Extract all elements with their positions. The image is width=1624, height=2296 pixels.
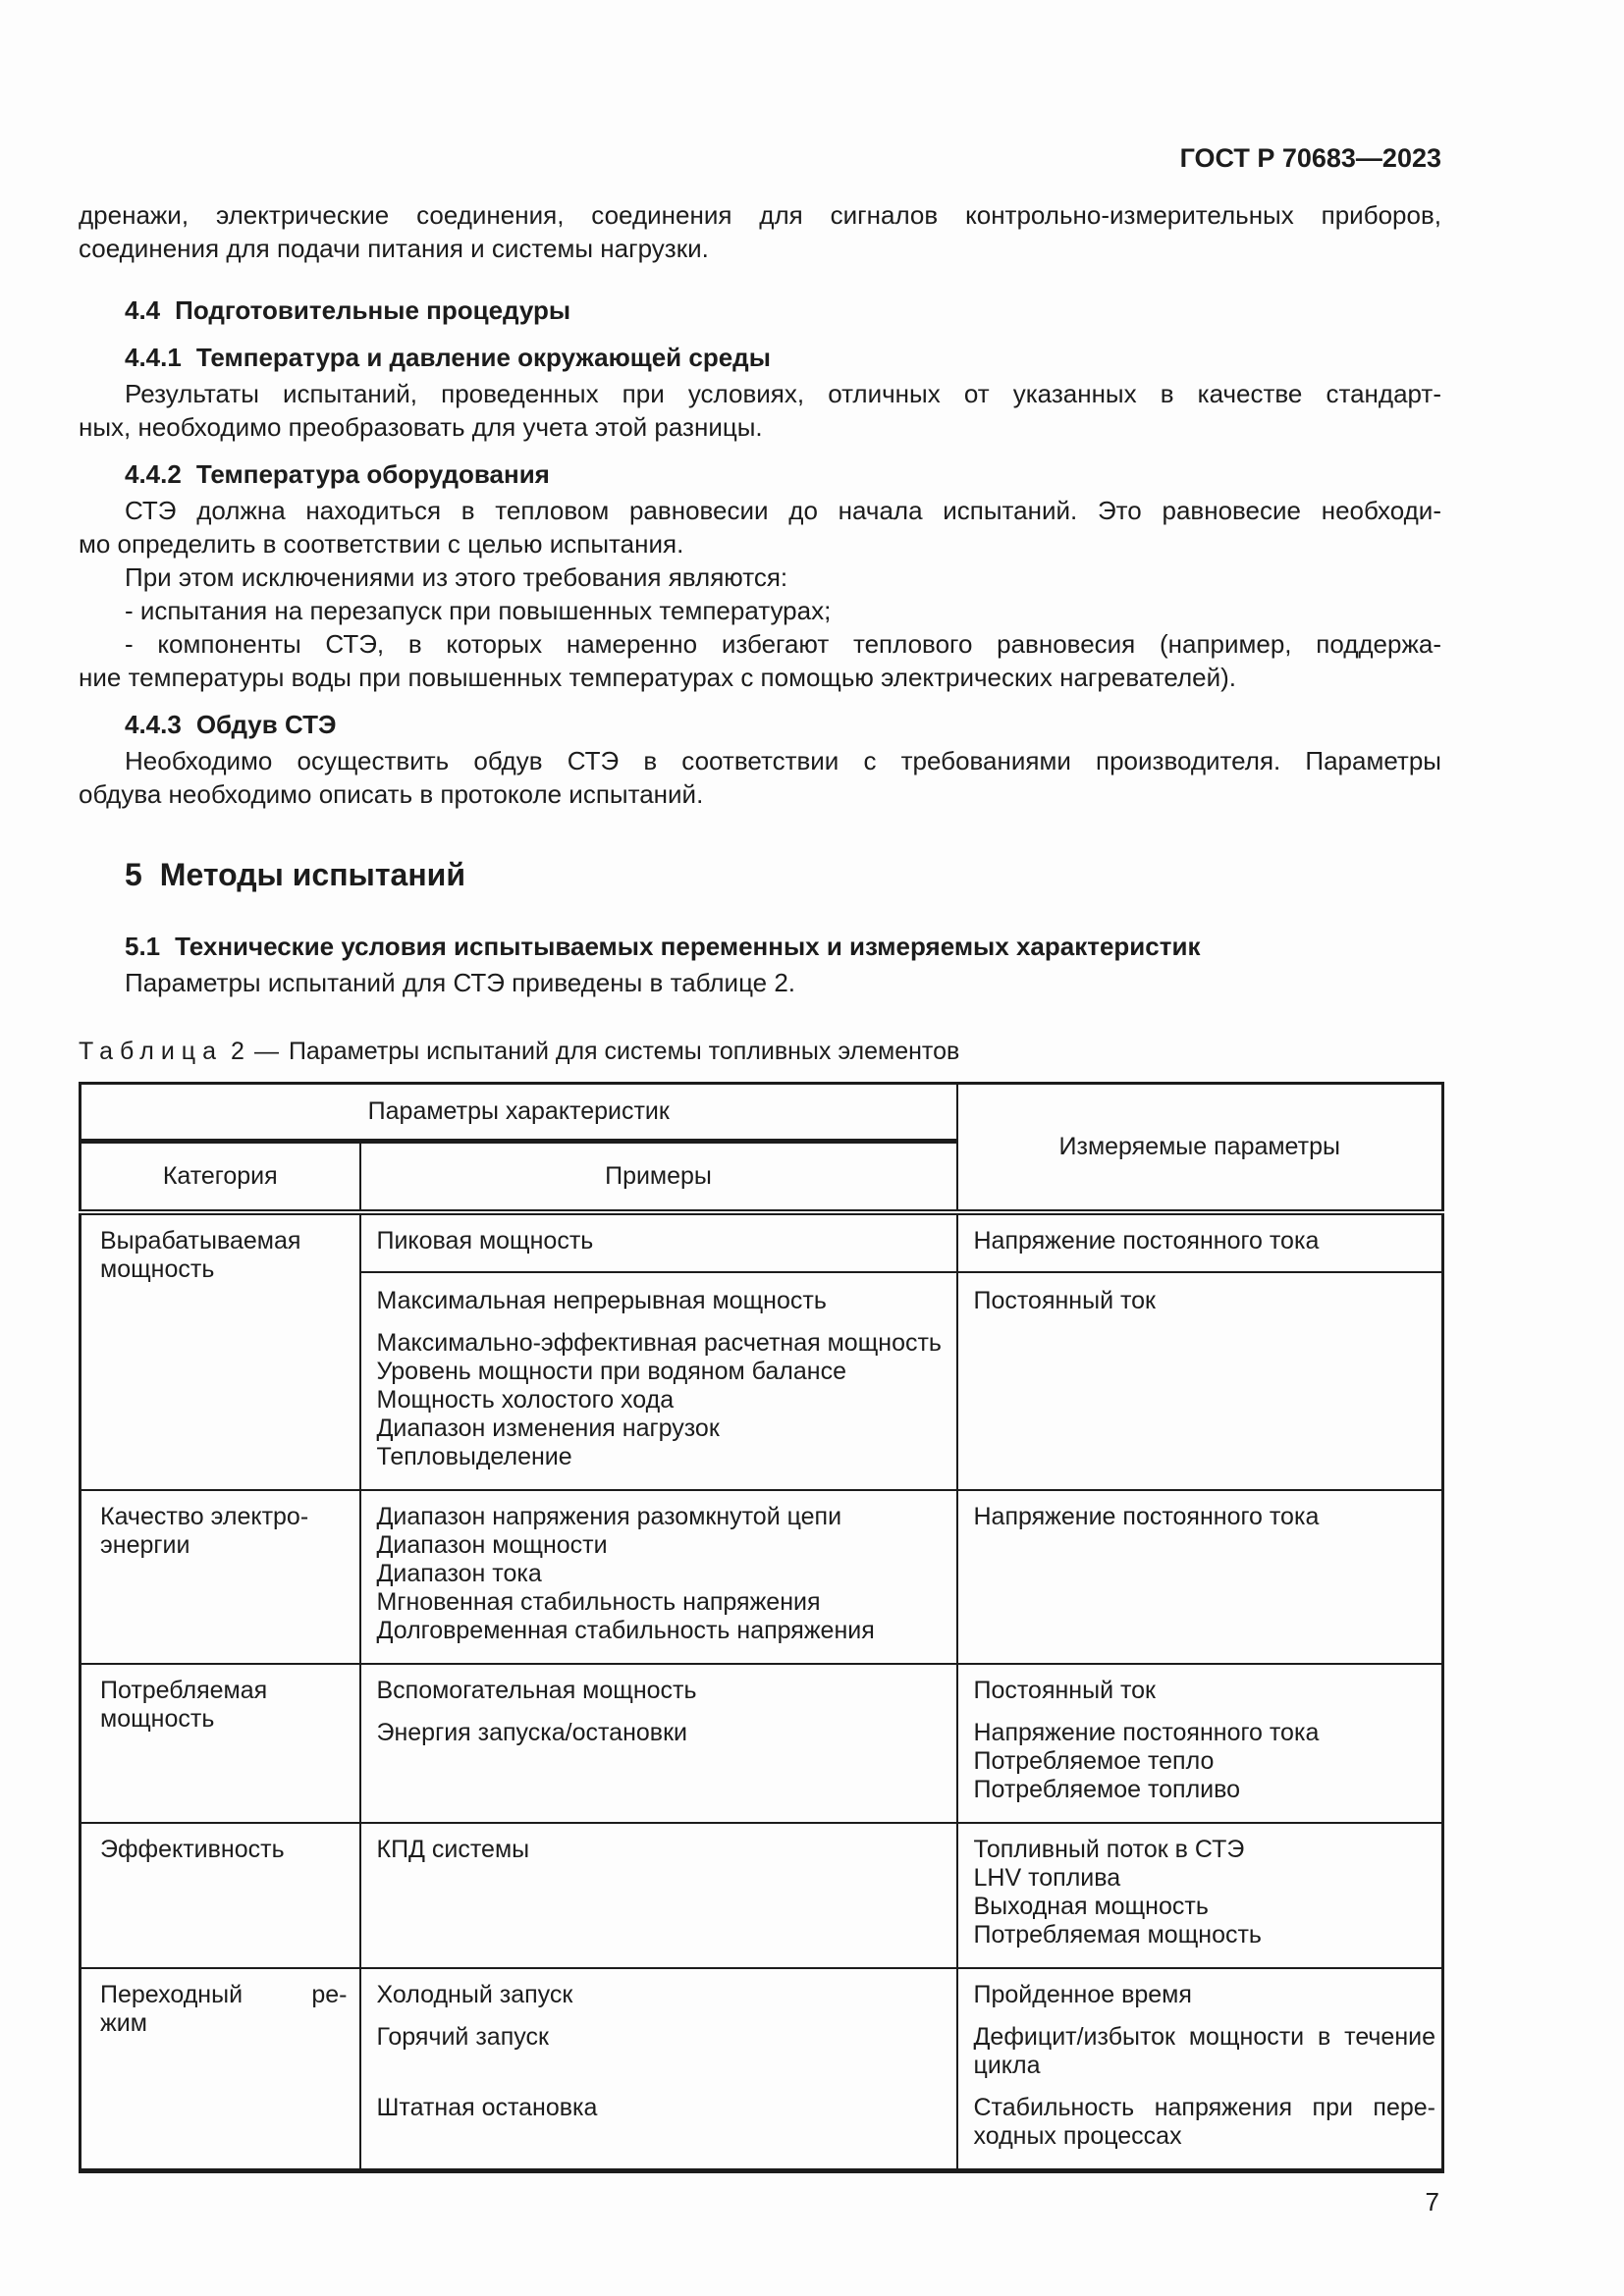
heading-number: 5 — [125, 857, 142, 892]
text-line: ходных процессах — [973, 2122, 1182, 2150]
measured-cell — [957, 1272, 1443, 1315]
text-line: Мощность холостого хода — [376, 1386, 675, 1414]
text-line: Диапазон изменения нагрузок — [376, 1415, 720, 1442]
heading-number: 4.4 — [125, 295, 161, 325]
text-line: Выходная мощность — [973, 1893, 1209, 1920]
text-line: Качество электро- — [100, 1503, 309, 1530]
text-line: Постоянный ток — [973, 1287, 1156, 1314]
text-line: мо определить в соответствии с целью испытания. — [79, 529, 684, 559]
heading-5 — [79, 856, 1441, 893]
paragraph — [79, 561, 1441, 594]
text-line: Диапазон тока — [376, 1560, 542, 1587]
heading-4-4-1 — [79, 342, 1441, 373]
text-line: Переходный ре- — [100, 1981, 348, 2008]
category-cell — [81, 1490, 360, 1664]
heading-text: Температура оборудования — [195, 459, 550, 489]
measured-cell — [957, 1212, 1443, 1272]
text-line: Необходимо осуществить обдув СТЭ в соответствии с требованиями производителя. Параметры — [125, 746, 1441, 775]
text-line: Напряжение постоянного тока — [973, 1227, 1320, 1255]
text-line: При этом исключениями из этого требования являются: — [125, 562, 788, 592]
text-line: Параметры испытаний для СТЭ приведены в таблице 2. — [125, 968, 796, 997]
heading-text: Методы испытаний — [159, 857, 465, 892]
text-line: цикла — [973, 2052, 1041, 2079]
text-line: Диапазон напряжения разомкнутой цепи — [376, 1503, 842, 1530]
measured-cell — [957, 1664, 1443, 1705]
examples-cell — [360, 2080, 957, 2171]
text-line: Штатная остановка — [376, 2094, 598, 2121]
text-line: Напряжение постоянного тока — [973, 1719, 1320, 1746]
header-examples: Примеры — [360, 1142, 957, 1213]
text-line: соединения для подачи питания и системы нагрузки. — [79, 234, 709, 263]
paragraph — [79, 198, 1441, 265]
text-line: Долговременная стабильность напряжения — [376, 1617, 875, 1644]
measured-cell — [957, 1705, 1443, 1823]
text-line: ных, необходимо преобразовать для учета этой разницы. — [79, 412, 763, 442]
table-caption-text: Параметры испытаний для системы топливных элементов — [288, 1038, 960, 1065]
text-line: Холодный запуск — [376, 1981, 573, 2008]
page-content — [79, 0, 1441, 2217]
measured-cell — [957, 2009, 1443, 2080]
measured-cell — [957, 1315, 1443, 1490]
paragraph — [79, 594, 1441, 627]
examples-cell — [360, 1664, 957, 1705]
text-line: Топливный поток в СТЭ — [973, 1836, 1245, 1863]
text-line: Потребляемое тепло — [973, 1747, 1215, 1775]
text-line: мощность — [100, 1255, 215, 1283]
heading-text: Технические условия испытываемых переменных и измеряемых характеристик — [175, 932, 1201, 961]
text-line: Вспомогательная мощность — [376, 1677, 697, 1704]
table-caption-dash: — — [253, 1038, 279, 1065]
text-line: Диапазон мощности — [376, 1531, 608, 1559]
text-line: Эффективность — [100, 1836, 285, 1863]
heading-text: Подготовительные процедуры — [175, 295, 571, 325]
paragraph — [79, 494, 1441, 561]
page-number: 7 — [1425, 2187, 1439, 2216]
paragraph — [79, 627, 1441, 694]
header-measured-parameters: Измеряемые параметры — [957, 1084, 1443, 1213]
text-line: ние температуры воды при повышенных температурах с помощью электрических нагревателей). — [79, 663, 1236, 692]
heading-5-1 — [79, 931, 1441, 962]
examples-cell — [360, 1968, 957, 2009]
paragraph — [79, 377, 1441, 444]
text-line: Потребляемая — [100, 1677, 268, 1704]
measured-cell — [957, 1823, 1443, 1968]
text-line: Потребляемое топливо — [973, 1776, 1241, 1803]
text-line: Пиковая мощность — [376, 1227, 594, 1255]
text-line: Результаты испытаний, проведенных при условиях, отличных от указанных в качестве стандарт- — [125, 379, 1441, 408]
measured-cell — [957, 1490, 1443, 1664]
text-line: обдува необходимо описать в протоколе испытаний. — [79, 779, 704, 809]
text-line: Потребляемая мощность — [973, 1921, 1262, 1949]
category-cell — [81, 1823, 360, 1968]
text-line: Тепловыделение — [376, 1443, 572, 1470]
category-cell — [81, 1664, 360, 1823]
doc-number-header: ГОСТ Р 70683—2023 — [1179, 143, 1441, 173]
text-line: Горячий запуск — [376, 2023, 549, 2051]
text-line: Максимальная непрерывная мощность — [376, 1287, 827, 1314]
examples-cell — [360, 2009, 957, 2080]
text-line: КПД системы — [376, 1836, 530, 1863]
heading-text: Температура и давление окружающей среды — [195, 343, 771, 372]
text-line: энергии — [100, 1531, 190, 1559]
text-line: Постоянный ток — [973, 1677, 1156, 1704]
text-line: Стабильность напряжения при пере- — [973, 2094, 1435, 2121]
text-line: Уровень мощности при водяном балансе — [376, 1358, 847, 1385]
table-caption-label: Таблица — [79, 1038, 224, 1065]
examples-cell — [360, 1315, 957, 1490]
text-line: Дефицит/избыток мощности в течение — [973, 2023, 1435, 2051]
category-cell — [81, 1968, 360, 2171]
header-group-characteristics: Параметры характеристик — [81, 1084, 957, 1142]
parameters-table — [79, 1082, 1444, 2173]
heading-4-4-3 — [79, 709, 1441, 740]
examples-cell — [360, 1705, 957, 1823]
heading-text: Обдув СТЭ — [195, 710, 337, 739]
text-line: - компоненты СТЭ, в которых намеренно избегают теплового равновесия (например, поддержа- — [125, 629, 1441, 659]
paragraph — [79, 744, 1441, 811]
header-category: Категория — [81, 1142, 360, 1213]
text-line: Энергия запуска/остановки — [376, 1719, 687, 1746]
heading-number: 4.4.1 — [125, 343, 182, 372]
text-line: Максимально-эффективная расчетная мощность — [376, 1329, 942, 1357]
heading-4-4-2 — [79, 458, 1441, 490]
text-line: жим — [100, 2009, 147, 2037]
text-line: Пройденное время — [973, 1981, 1192, 2008]
category-cell — [81, 1212, 360, 1490]
body-text — [79, 198, 1441, 999]
paragraph — [79, 966, 1441, 999]
heading-number: 4.4.3 — [125, 710, 182, 739]
examples-cell — [360, 1490, 957, 1664]
text-line: мощность — [100, 1705, 215, 1733]
examples-cell — [360, 1272, 957, 1315]
table-caption-number: 2 — [231, 1038, 244, 1065]
text-line: Вырабатываемая — [100, 1227, 301, 1255]
heading-4-4 — [79, 294, 1441, 326]
measured-cell — [957, 2080, 1443, 2171]
text-line: дренажи, электрические соединения, соединения для сигналов контрольно-измерительных приборов, — [79, 200, 1441, 230]
text-line: LHV топлива — [973, 1864, 1121, 1892]
text-line: СТЭ должна находиться в тепловом равновесии до начала испытаний. Это равновесие необходи- — [125, 496, 1441, 525]
heading-number: 5.1 — [125, 932, 161, 961]
text-line: Напряжение постоянного тока — [973, 1503, 1320, 1530]
text-line: - испытания на перезапуск при повышенных температурах; — [125, 596, 832, 625]
examples-cell — [360, 1823, 957, 1968]
heading-number: 4.4.2 — [125, 459, 182, 489]
table-caption — [79, 1037, 1441, 1066]
text-line: Мгновенная стабильность напряжения — [376, 1588, 821, 1616]
examples-cell — [360, 1212, 957, 1272]
measured-cell — [957, 1968, 1443, 2009]
